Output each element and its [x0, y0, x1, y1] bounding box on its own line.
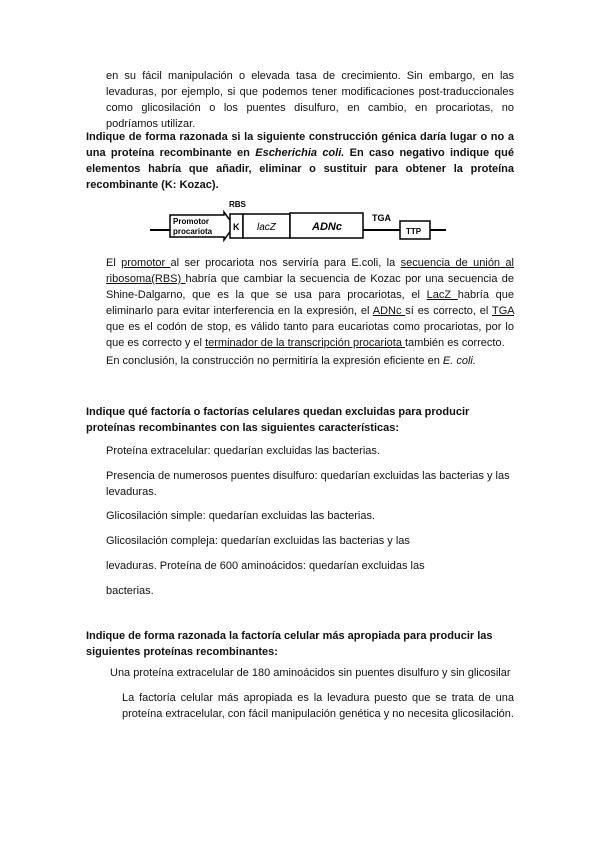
answer-1-text: habría que cambiar la secuencia de Kozac por una secuencia de Shine-Dalgarno, que es la que se usa para procariotas, el [106, 273, 514, 301]
answer-1-text: que es el codón de stop, es válido tanto para eucariotas como procariotas, por lo que es correcto y el [106, 321, 514, 349]
q2-item-2: Presencia de numerosos puentes disulfuro: quedarían excluidas las bacterias y las levaduras. [106, 470, 510, 498]
promoter-label-1: Promotor [173, 217, 209, 226]
terminator-term: terminador de la transcripción procariota [205, 337, 405, 349]
gene-construct-diagram [148, 196, 448, 250]
lacz-label: lacZ [257, 222, 276, 233]
ttp-label: TTP [406, 227, 422, 236]
q2-item-1: Proteína extracelular: quedarían excluidas las bacterias. [106, 445, 380, 457]
answer-1 [106, 255, 514, 351]
adnc-label: ADNc [312, 221, 342, 233]
promoter-label-2: procariota [173, 227, 213, 236]
answer-1-text: también es correcto. [405, 337, 505, 349]
question-1-text-b: En caso negativo indique qué elementos habría que añadir, eliminar o sustituir para obtener la proteína recombinante (K: Kozac). [86, 147, 514, 191]
rbs-term: secuencia de unión al ribosoma(RBS) [106, 257, 514, 285]
question-2: Indique qué factoría o factorías celulares quedan excluidas para producir proteínas recombinantes con las siguientes características: [86, 406, 470, 434]
rbs-label: RBS [229, 200, 246, 209]
answer-1-text: sí es correcto, el [405, 305, 492, 317]
answer-1-text: al ser procariota nos serviría para E.coli, la [170, 257, 401, 269]
q3-item: Una proteína extracelular de 180 aminoácidos sin puentes disulfuro y sin glicosilar [110, 667, 511, 679]
answer-1-text: El [106, 257, 122, 269]
question-1-text-a: Indique de forma razonada si la siguiente construcción génica daría lugar o no a una proteína recombinante en [86, 131, 514, 159]
conclusion-organism: E. coli. [442, 355, 476, 367]
q2-item-6: bacterias. [106, 585, 154, 597]
lacz-term: LacZ [426, 289, 458, 301]
q2-item-4: Glicosilación compleja: quedarían excluidas las bacterias y las [106, 535, 410, 547]
question-1 [86, 129, 514, 193]
answer-1-text: habría que eliminarlo para evitar interferencia en la expresión, el [106, 289, 514, 317]
promoter-term: promotor [121, 257, 171, 269]
conclusion [106, 353, 514, 369]
question-3: Indique de forma razonada la factoría celular más apropiada para producir las siguientes proteínas recombinantes: [86, 630, 493, 658]
conclusion-text: En conclusión, la construcción no permitiría la expresión eficiente en [106, 355, 443, 367]
kozac-label: K [233, 222, 240, 232]
adnc-term: ADNc [372, 305, 406, 317]
q2-item-5: levaduras. Proteína de 600 aminoácidos: quedarían excluidas las [106, 560, 425, 572]
q2-item-3: Glicosilación simple: quedarían excluidas las bacterias. [106, 510, 376, 522]
intro-paragraph: en su fácil manipulación o elevada tasa de crecimiento. Sin embargo, en las levaduras, por ejemplo, si que podemos tener modificaciones post-traduccionales como glicosilación o los puentes disulfuro, en cambio, en procariotas, no podríamos utilizar. [106, 70, 514, 130]
answer-3: La factoría celular más apropiada es la levadura puesto que se trata de una proteína extracelular, con fácil manipulación genética y no necesita glicosilación. [122, 692, 514, 720]
tga-term: TGA [491, 305, 514, 317]
question-1-organism: Escherichia coli. [255, 147, 345, 159]
tga-label: TGA [372, 213, 391, 223]
